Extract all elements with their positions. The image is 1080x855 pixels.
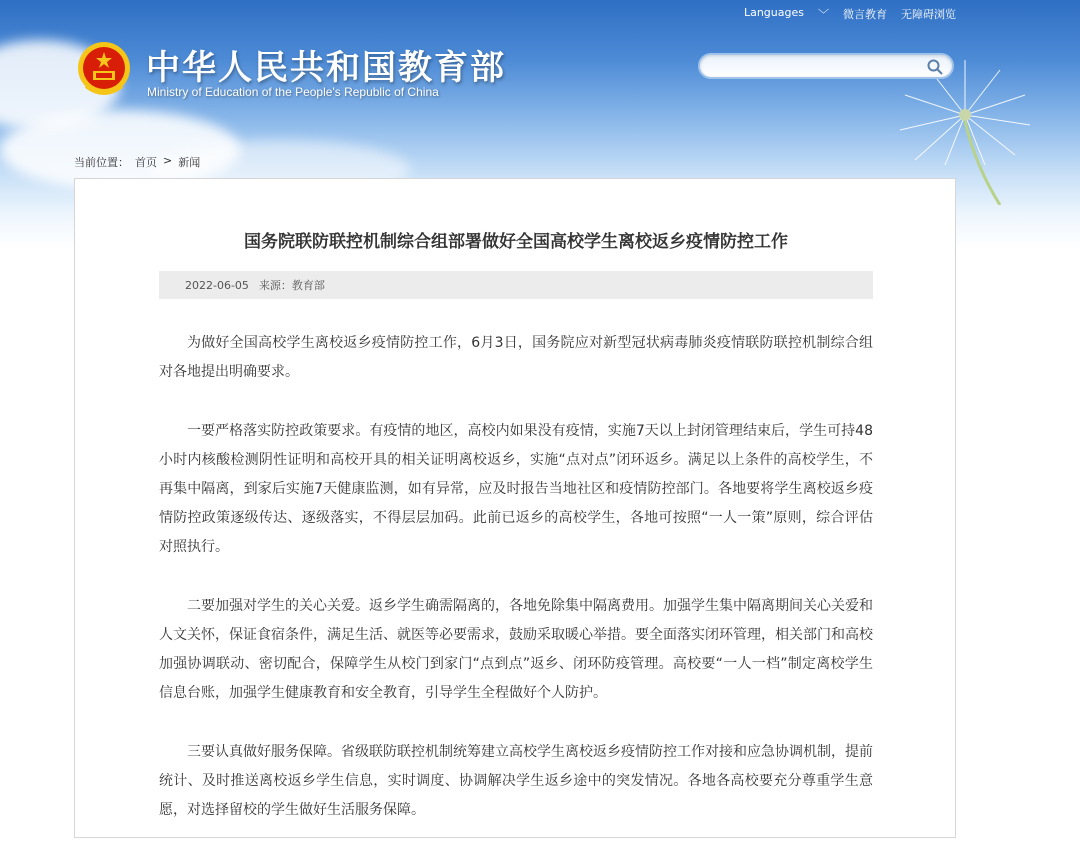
article-paragraph: 三要认真做好服务保障。省级联防联控机制统筹建立高校学生离校返乡疫情防控工作对接和应急协调机制，提前统计、及时推送离校返乡学生信息，实时调度、协调解决学生返乡途中的突发情况。各地各高校要充分尊重学生意愿，对选择留校的学生做好生活服务保障。 (159, 744, 873, 818)
article-paragraph: 为做好全国高校学生离校返乡疫情防控工作，6月3日，国务院应对新型冠状病毒肺炎疫情联防联控机制综合组对各地提出明确要求。 (159, 335, 873, 380)
article-body (159, 329, 873, 855)
accessible-browsing-link[interactable]: 无障碍浏览 (901, 8, 956, 21)
weiyan-education-link[interactable]: 微言教育 (843, 8, 887, 21)
breadcrumb-separator: > (163, 154, 173, 167)
site-title[interactable]: 中华人民共和国教育部 (146, 48, 506, 88)
breadcrumb-home[interactable]: 首页 (135, 156, 157, 169)
article-paragraph: 二要加强对学生的关心关爱。返乡学生确需隔离的，各地免除集中隔离费用。加强学生集中隔离期间关心关爱和人文关怀，保证食宿条件，满足生活、就医等必要需求，鼓励采取暖心举措。要全面落实闭环管理，相关部门和高校加强协调联动、密切配合，保障学生从校门到家门“点到点”返乡、闭环防疫管理。高校要“一人一档”制定离校学生信息台账，加强学生健康教育和安全教育，引导学生全程做好个人防护。 (159, 598, 873, 701)
article-date: 2022-06-05 (185, 278, 249, 292)
article-meta (159, 271, 873, 299)
breadcrumb-label: 当前位置： (74, 156, 129, 169)
breadcrumb-current[interactable]: 新闻 (178, 156, 201, 169)
article-paragraph: 一要严格落实防控政策要求。有疫情的地区，高校内如果没有疫情，实施7天以上封闭管理结束后，学生可持48小时内核酸检测阴性证明和高校开具的相关证明离校返乡，实施“点对点”闭环返乡。满足以上条件的高校学生，不再集中隔离，到家后实施7天健康监测，如有异常，应及时报告当地社区和疫情防控部门。各地要将学生离校返乡疫情防控政策逐级传达、逐级落实，不得层层加码。此前已返乡的高校学生，各地可按照“一人一策”原则，综合评估对照执行。 (159, 423, 873, 555)
article-source: 来源：教育部 (258, 279, 325, 292)
chevron-down-icon[interactable]: ﹀ (818, 8, 829, 21)
article-title: 国务院联防联控机制综合组部署做好全国高校学生离校返乡疫情防控工作 (244, 232, 788, 252)
site-subtitle: Ministry of Education of the People's Republic of China (147, 85, 439, 99)
breadcrumb (74, 154, 200, 170)
national-emblem-icon[interactable] (76, 40, 132, 100)
top-links (744, 6, 956, 22)
languages-link[interactable]: Languages (743, 6, 804, 19)
article-panel (74, 178, 956, 838)
search-input[interactable] (710, 58, 924, 76)
search-icon[interactable] (926, 58, 944, 76)
search-box (698, 53, 954, 79)
